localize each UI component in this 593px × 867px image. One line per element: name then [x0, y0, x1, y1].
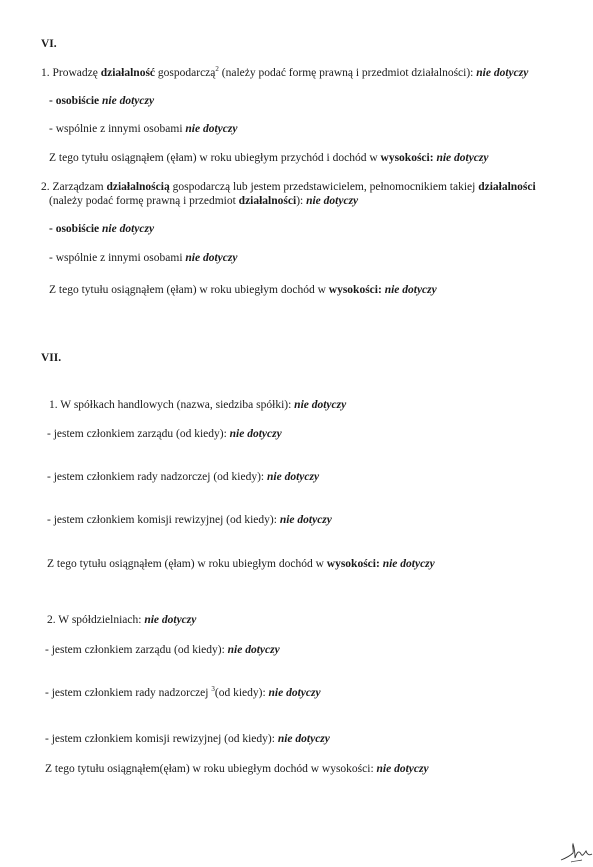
vii-item-1-income-bold: wysokości	[326, 558, 376, 570]
vi-item-1-joint-label: - wspólnie z innymi osobami	[49, 123, 186, 135]
vi-item-2-line-2-bold: działalności	[238, 195, 297, 207]
vi-item-2-joint-label: - wspólnie z innymi osobami	[49, 252, 186, 264]
vi-item-2-joint	[49, 251, 237, 265]
vi-item-2-bold-1: działalnością	[106, 181, 170, 193]
section-vi-heading: VI.	[41, 38, 57, 50]
footnote-ref-2: 2	[215, 65, 219, 73]
vi-item-2-income-bold: wysokości:	[328, 284, 382, 296]
vi-item-2-line-2	[49, 194, 358, 208]
vi-item-1-mid: gospodarczą	[155, 67, 216, 79]
vii-item-2-board-label: - jestem członkiem zarządu (od kiedy):	[45, 644, 228, 656]
vi-item-2-income	[49, 283, 437, 297]
vi-item-1-income-label: Z tego tytułu osiągnąłem (ęłam) w roku ubiegłym przychód i dochód w	[49, 152, 381, 164]
vi-item-2-line-2-pre: (należy podać formę prawną i przedmiot	[49, 195, 239, 207]
vi-item-1-personal	[49, 94, 154, 108]
vi-item-2-answer: nie dotyczy	[306, 195, 359, 207]
vii-item-2-label: 2. W spółdzielniach:	[47, 614, 145, 626]
vii-item-1-supervisory	[47, 470, 319, 484]
vi-item-2-personal-label: - osobiście	[49, 223, 103, 235]
vii-item-1-income-colon: :	[375, 558, 383, 570]
vi-item-1-income-bold: wysokości	[380, 152, 430, 164]
vii-item-2-audit-label: - jestem członkiem komisji rewizyjnej (od kiedy):	[45, 733, 278, 745]
vi-item-2-pre: 2. Zarządzam	[41, 181, 107, 193]
vii-item-1-audit-answer: nie dotyczy	[279, 514, 332, 526]
vii-item-2-answer: nie dotyczy	[144, 614, 197, 626]
vii-item-1-label: 1. W spółkach handlowych (nazwa, siedziba spółki):	[49, 399, 295, 411]
vii-item-2-supervisory	[45, 686, 321, 700]
vii-item-2-audit-answer: nie dotyczy	[277, 733, 330, 745]
vii-item-1	[49, 398, 346, 412]
vii-item-1-board-label: - jestem członkiem zarządu (od kiedy):	[47, 428, 230, 440]
vii-item-1-answer: nie dotyczy	[294, 399, 347, 411]
vii-item-1-supervisory-answer: nie dotyczy	[267, 471, 320, 483]
vii-item-1-board	[47, 427, 282, 441]
vii-item-2-supervisory-label: - jestem członkiem rady nadzorczej	[45, 687, 212, 699]
vii-item-2-supervisory-answer: nie dotyczy	[268, 687, 321, 699]
vi-item-1-personal-label: - osobiście	[49, 95, 103, 107]
vi-item-2-bold-2: działalności	[478, 181, 536, 193]
vii-item-1-income	[47, 557, 435, 571]
vi-item-1-joint-answer: nie dotyczy	[185, 123, 238, 135]
vi-item-1-joint	[49, 122, 237, 136]
vi-item-2-personal	[49, 222, 154, 236]
vi-item-1-pre: 1. Prowadzę	[41, 67, 101, 79]
handwritten-signature	[560, 838, 593, 864]
vi-item-2-line-1	[41, 180, 536, 194]
vii-item-2-board-answer: nie dotyczy	[227, 644, 280, 656]
vi-item-1-income-answer: nie dotyczy	[436, 152, 489, 164]
vi-item-1-answer: nie dotyczy	[476, 67, 529, 79]
vi-item-2-personal-answer: nie dotyczy	[102, 223, 155, 235]
vii-item-2-income-label: Z tego tytułu osiągnąłem(ęłam) w roku ubiegłym dochód w wysokości:	[45, 763, 377, 775]
vi-item-1	[41, 66, 528, 80]
vii-item-1-income-label: Z tego tytułu osiągnąłem (ęłam) w roku ubiegłym dochód w	[47, 558, 327, 570]
vi-item-1-income-colon: :	[429, 152, 437, 164]
vii-item-2-audit	[45, 732, 330, 746]
section-vii-heading: VII.	[41, 352, 62, 364]
vii-item-1-board-answer: nie dotyczy	[229, 428, 282, 440]
vii-item-1-supervisory-label: - jestem członkiem rady nadzorczej (od kiedy):	[47, 471, 268, 483]
vi-item-2-mid: gospodarczą lub jestem przedstawicielem, pełnomocnikiem takiej	[169, 181, 479, 193]
vii-item-2	[47, 613, 196, 627]
vii-item-1-income-answer: nie dotyczy	[382, 558, 435, 570]
vii-item-2-board	[45, 643, 280, 657]
vii-item-2-supervisory-post: (od kiedy):	[214, 687, 269, 699]
footnote-ref-3: 3	[211, 685, 215, 693]
vii-item-1-audit	[47, 513, 332, 527]
vi-item-1-post: (należy podać formę prawną i przedmiot działalności):	[218, 67, 477, 79]
vi-item-2-income-label: Z tego tytułu osiągnąłem (ęłam) w roku ubiegłym dochód w	[49, 284, 329, 296]
vii-item-2-income	[45, 762, 429, 776]
vi-item-1-income	[49, 151, 489, 165]
vi-item-1-personal-answer: nie dotyczy	[102, 95, 155, 107]
vii-item-2-income-answer: nie dotyczy	[376, 763, 429, 775]
vi-item-2-income-answer: nie dotyczy	[384, 284, 437, 296]
vi-item-1-bold: działalność	[100, 67, 156, 79]
vi-item-2-joint-answer: nie dotyczy	[185, 252, 238, 264]
vii-item-1-audit-label: - jestem członkiem komisji rewizyjnej (od kiedy):	[47, 514, 280, 526]
vi-item-2-line-2-colon: ):	[296, 195, 307, 207]
